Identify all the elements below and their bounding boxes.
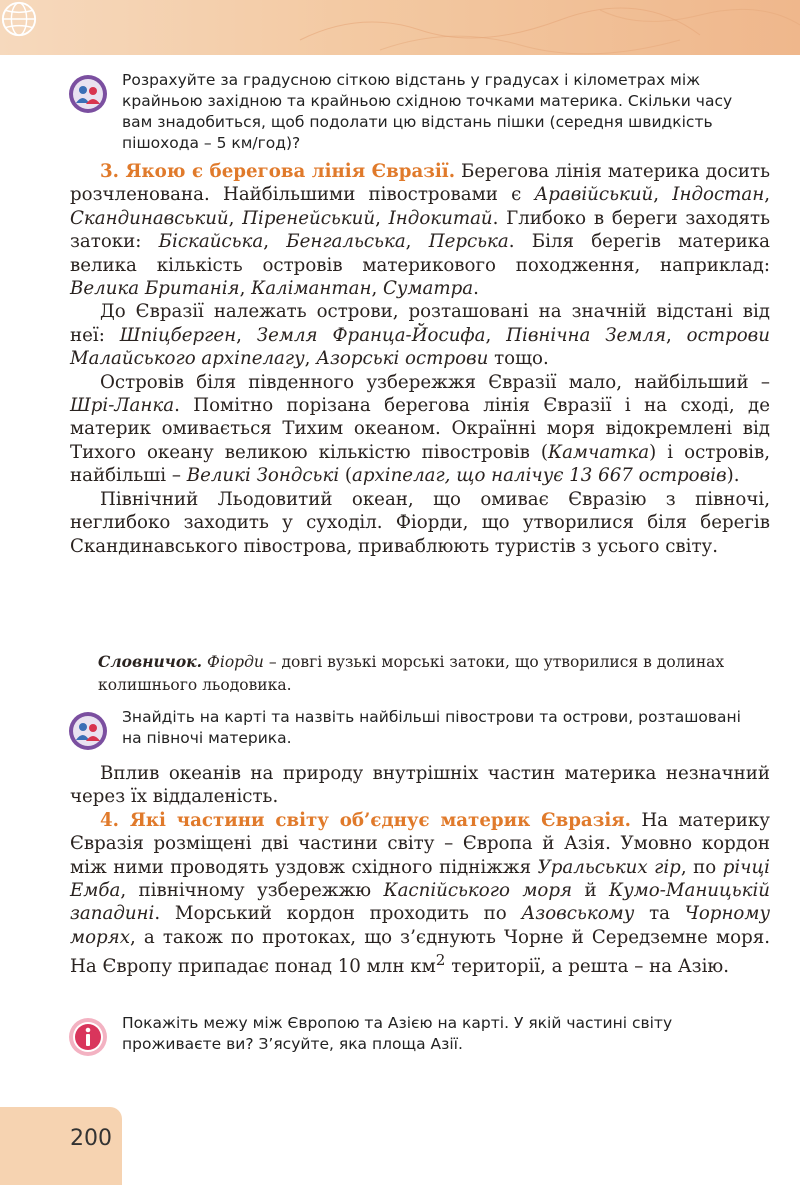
info-icon bbox=[68, 1017, 108, 1057]
page-number: 200 bbox=[70, 1126, 112, 1151]
map-pattern bbox=[0, 0, 800, 55]
section-3-paragraph-5: Вплив океанів на природу внутрішніх частин материка незначний через їх віддаленість. bbox=[70, 763, 770, 808]
task-block-1 bbox=[68, 70, 768, 160]
header-band bbox=[0, 0, 800, 55]
vocabulary-note bbox=[98, 650, 766, 697]
globe-icon bbox=[0, 0, 38, 38]
section-3-paragraph-2: До Євразії належать острови, розташовані на значній відстані від неї: Шпіцберген, Земля Франца-Йосифа, Північна Земля, острови Малайського архіпелагу, Азорські острови тощо. bbox=[70, 301, 770, 370]
group-work-icon bbox=[68, 711, 108, 751]
vocabulary-term: Фіорди bbox=[207, 653, 264, 671]
vocabulary-definition: – довгі вузькі морські затоки, що утворилися в долинах колишнього льодовика. bbox=[98, 653, 725, 694]
section-4 bbox=[70, 762, 770, 979]
section-4-heading: 4. Які частини світу об’єднує материк Євразія. bbox=[100, 809, 631, 831]
task-2-text: Знайдіть на карті та назвіть найбільші півострови та острови, розташовані на півночі материка. bbox=[122, 708, 741, 747]
section-3-paragraph-4: Північний Льодовитий океан, що омиває Євразію з півночі, неглибоко заходить у суходіл. Фіорди, що утворилися біля берегів Скандинавського півострова, приваблюють туристів з усього світу. bbox=[70, 488, 770, 557]
task-1-text: Розрахуйте за градусною сіткою відстань у градусах і кілометрах між крайньою західною та крайньою східною точками материка. Скільки часу вам знадобиться, щоб подолати цю відстань пішки (середня швидкість пішохода – 5 км/год)? bbox=[122, 71, 733, 152]
section-3-paragraph-1: 3. Якою є берегова лінія Євразії. Берегова лінія материка досить розчленована. Найбільшими півостровами є Аравійський, Індостан, Скандинавський, Піренейський, Індокитай. Глибоко в береги заходять затоки: Біскайська, Бенгальська, Перська. Біля берегів материка велика кількість островів материкового походження, наприклад: Велика Британія, Калімантан, Суматра. bbox=[70, 161, 770, 300]
section-3-heading: 3. Якою є берегова лінія Євразії. bbox=[100, 161, 456, 182]
task-block-2 bbox=[68, 707, 768, 757]
task-block-3 bbox=[68, 1013, 768, 1063]
group-work-icon bbox=[68, 74, 108, 114]
task-3-text: Покажіть межу між Європою та Азією на карті. У якій частині світу проживаєте ви? З’ясуйте, яка площа Азії. bbox=[122, 1014, 673, 1053]
section-4-paragraph-1: 4. Які частини світу об’єднує материк Євразія. На материку Євразія розміщені дві частини світу – Європа й Азія. Умовно кордон між ними проводять уздовж східного підніжжя Уральських гір, по річці Емба, північному узбережжю Каспійського моря й Кумо-Маницькій западині. Морський кордон проходить по Азовському та Чорному морях, а також по протоках, що з’єднують Чорне й Середземне моря. На Європу припадає понад 10 млн $км^2$ території, а решта – на Азію. bbox=[70, 809, 771, 978]
vocabulary-label: Словничок. bbox=[98, 652, 203, 671]
section-3 bbox=[70, 160, 770, 558]
section-3-paragraph-3: Островів біля південного узбережжя Євразії мало, найбільший – Шрі-Ланка. Помітно порізана берегова лінія Євразії і на сході, де материк омивається Тихим океаном. Окраїнні моря відокремлені від Тихого океану великою кількістю півостровів (Камчатка) і островів, найбільші – Великі Зондські (архіпелаг, що налічує 13 667 островів). bbox=[70, 371, 770, 487]
